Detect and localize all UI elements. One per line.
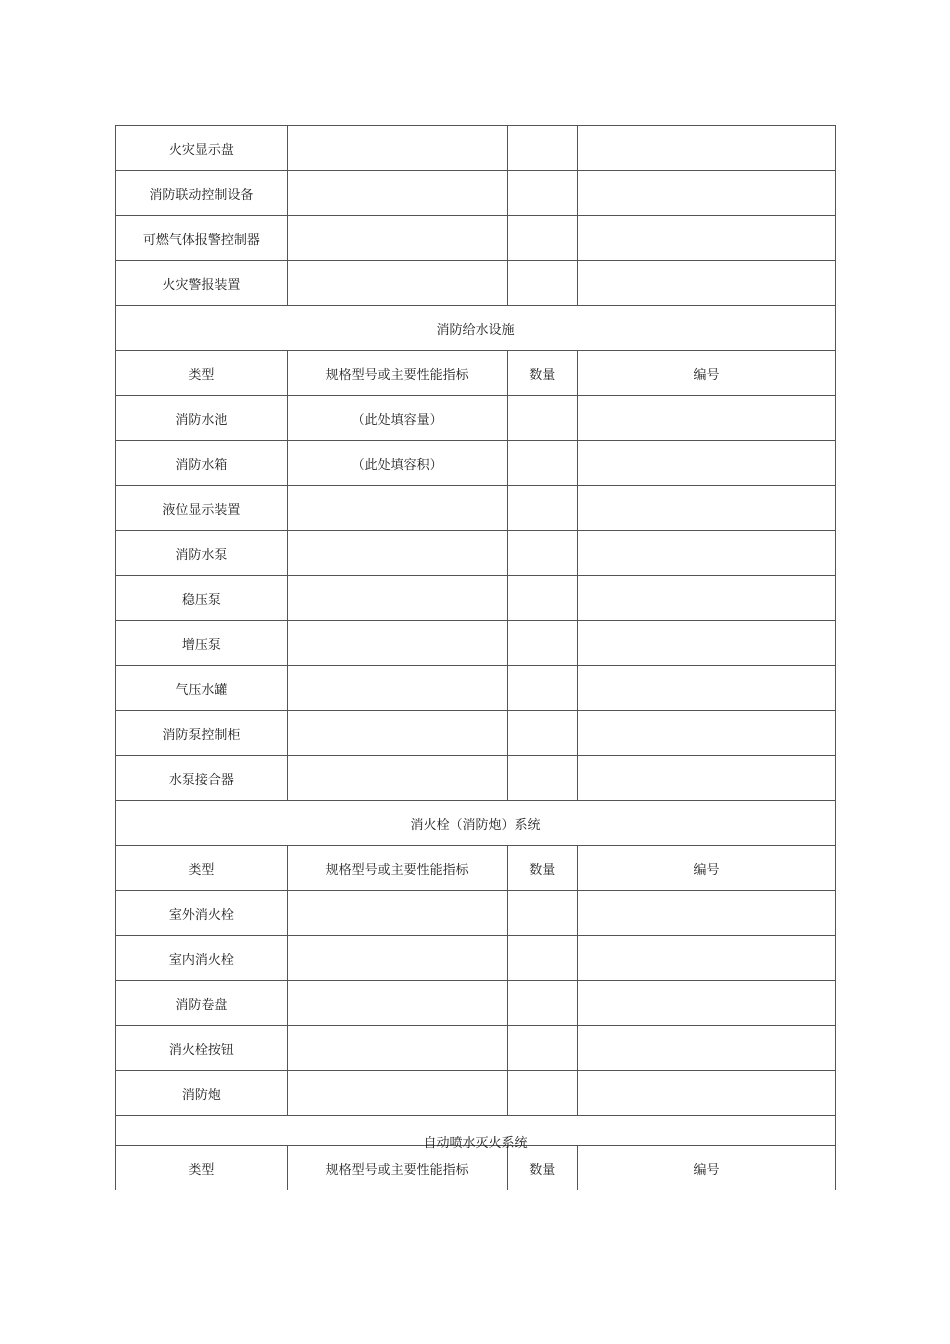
table-row [116, 666, 836, 711]
quantity-cell[interactable] [507, 621, 577, 666]
number-cell[interactable] [577, 936, 835, 981]
quantity-cell[interactable] [507, 126, 577, 171]
spec-cell[interactable] [287, 531, 507, 576]
header-number: 编号 [577, 846, 835, 891]
spec-cell[interactable] [287, 261, 507, 306]
table-row [116, 486, 836, 531]
type-cell: 消防卷盘 [116, 981, 288, 1026]
number-cell[interactable] [577, 216, 835, 261]
section-title-hydrant: 消火栓（消防炮）系统 [116, 801, 836, 846]
header-quantity: 数量 [507, 846, 577, 891]
quantity-cell[interactable] [507, 1071, 577, 1116]
type-cell: 消防水池 [116, 396, 288, 441]
type-cell: 水泵接合器 [116, 756, 288, 801]
quantity-cell[interactable] [507, 891, 577, 936]
spec-cell[interactable] [287, 1071, 507, 1116]
table-row [116, 936, 836, 981]
number-cell[interactable] [577, 711, 835, 756]
fire-facilities-table [115, 125, 836, 1190]
table-row [116, 621, 836, 666]
spec-cell[interactable] [287, 756, 507, 801]
spec-cell[interactable] [287, 666, 507, 711]
quantity-cell[interactable] [507, 441, 577, 486]
quantity-cell[interactable] [507, 666, 577, 711]
number-cell[interactable] [577, 441, 835, 486]
header-type: 类型 [116, 846, 288, 891]
table-row [116, 756, 836, 801]
section-title-water-supply: 消防给水设施 [116, 306, 836, 351]
number-cell[interactable] [577, 126, 835, 171]
spec-cell[interactable] [287, 1026, 507, 1071]
header-type: 类型 [116, 1146, 288, 1191]
table-row [116, 261, 836, 306]
number-cell[interactable] [577, 396, 835, 441]
number-cell[interactable] [577, 1026, 835, 1071]
table-row [116, 981, 836, 1026]
table-row [116, 396, 836, 441]
type-cell: 消防炮 [116, 1071, 288, 1116]
number-cell[interactable] [577, 981, 835, 1026]
table-row [116, 171, 836, 216]
type-cell: 液位显示装置 [116, 486, 288, 531]
spec-cell[interactable] [287, 891, 507, 936]
type-cell: 可燃气体报警控制器 [116, 216, 288, 261]
header-spec: 规格型号或主要性能指标 [287, 351, 507, 396]
section-title-sprinkler-text: 自动喷水灭火系统 [423, 1136, 528, 1151]
table-row [116, 576, 836, 621]
quantity-cell[interactable] [507, 981, 577, 1026]
type-cell: 室内消火栓 [116, 936, 288, 981]
section-title-row [116, 1116, 836, 1146]
column-header-row [116, 1146, 836, 1191]
quantity-cell[interactable] [507, 171, 577, 216]
section-title-row [116, 801, 836, 846]
header-number: 编号 [577, 1146, 835, 1191]
table-row [116, 1071, 836, 1116]
column-header-row [116, 351, 836, 396]
table-row [116, 126, 836, 171]
header-quantity: 数量 [507, 1146, 577, 1191]
spec-cell[interactable] [287, 981, 507, 1026]
spec-cell[interactable] [287, 486, 507, 531]
number-cell[interactable] [577, 621, 835, 666]
table-row [116, 711, 836, 756]
type-cell: 消防水泵 [116, 531, 288, 576]
number-cell[interactable] [577, 891, 835, 936]
header-spec: 规格型号或主要性能指标 [287, 846, 507, 891]
number-cell[interactable] [577, 486, 835, 531]
quantity-cell[interactable] [507, 711, 577, 756]
header-quantity: 数量 [507, 351, 577, 396]
spec-cell[interactable] [287, 126, 507, 171]
spec-cell[interactable]: （此处填容量） [287, 396, 507, 441]
spec-cell[interactable] [287, 576, 507, 621]
type-cell: 消火栓按钮 [116, 1026, 288, 1071]
quantity-cell[interactable] [507, 756, 577, 801]
quantity-cell[interactable] [507, 486, 577, 531]
quantity-cell[interactable] [507, 261, 577, 306]
spec-cell[interactable] [287, 216, 507, 261]
header-number: 编号 [577, 351, 835, 396]
number-cell[interactable] [577, 261, 835, 306]
type-cell: 室外消火栓 [116, 891, 288, 936]
quantity-cell[interactable] [507, 576, 577, 621]
quantity-cell[interactable] [507, 1026, 577, 1071]
section-title-row [116, 306, 836, 351]
type-cell: 稳压泵 [116, 576, 288, 621]
number-cell[interactable] [577, 666, 835, 711]
number-cell[interactable] [577, 171, 835, 216]
number-cell[interactable] [577, 531, 835, 576]
number-cell[interactable] [577, 1071, 835, 1116]
section-title-sprinkler [116, 1116, 836, 1151]
table-row [116, 441, 836, 486]
type-cell: 增压泵 [116, 621, 288, 666]
type-cell: 气压水罐 [116, 666, 288, 711]
header-spec: 规格型号或主要性能指标 [287, 1146, 507, 1191]
spec-cell[interactable] [287, 171, 507, 216]
type-cell: 消防泵控制柜 [116, 711, 288, 756]
spec-cell[interactable]: （此处填容积） [287, 441, 507, 486]
spec-cell[interactable] [287, 621, 507, 666]
quantity-cell[interactable] [507, 531, 577, 576]
quantity-cell[interactable] [507, 216, 577, 261]
column-header-row [116, 846, 836, 891]
spec-cell[interactable] [287, 711, 507, 756]
type-cell: 火灾显示盘 [116, 126, 288, 171]
table-row [116, 891, 836, 936]
table-row [116, 531, 836, 576]
table-row [116, 1026, 836, 1071]
header-type: 类型 [116, 351, 288, 396]
spec-cell[interactable] [287, 936, 507, 981]
quantity-cell[interactable] [507, 936, 577, 981]
number-cell[interactable] [577, 756, 835, 801]
type-cell: 火灾警报装置 [116, 261, 288, 306]
type-cell: 消防水箱 [116, 441, 288, 486]
type-cell: 消防联动控制设备 [116, 171, 288, 216]
quantity-cell[interactable] [507, 396, 577, 441]
table-row [116, 216, 836, 261]
number-cell[interactable] [577, 576, 835, 621]
